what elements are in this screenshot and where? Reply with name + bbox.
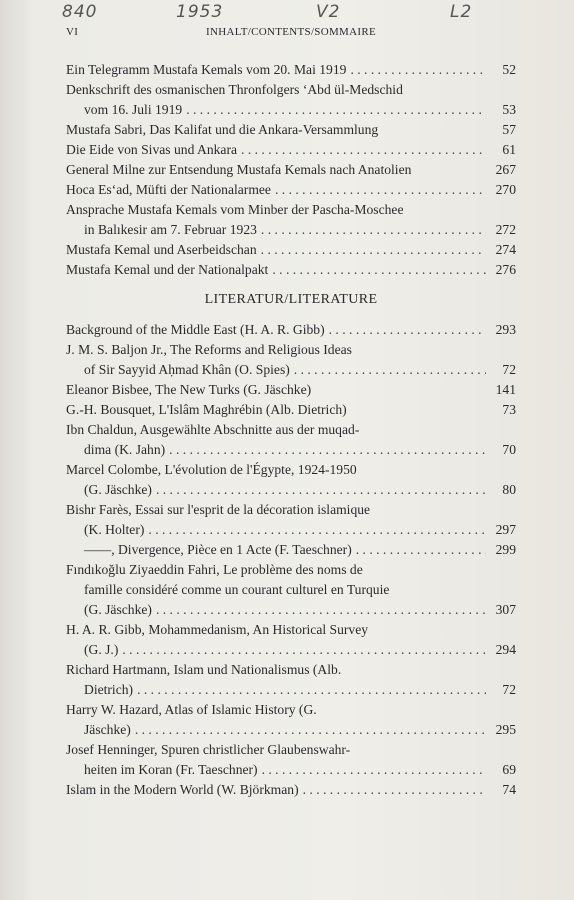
page-ref: 294 [495,642,516,657]
literature-entry-cont: (G. Jäschke) . . . 307 [66,600,516,620]
literature-entry: Bishr Farès, Essai sur l'esprit de la décoration islamique [66,502,371,517]
page-ref: 267 [495,162,516,177]
literature-entry: Ibn Chaldun, Ausgewählte Abschnitte aus der muqad- [66,422,360,437]
running-header [66,26,516,40]
literature-entry: G.-H. Bousquet, L'Islâm Maghrébin (Alb. Dietrich) 73 [66,400,516,420]
page-ref: 61 [502,142,516,157]
page-ref: 297 [495,522,516,537]
literature-entry-cont: Jäschke) . . . 295 [66,720,516,740]
page-ref: 299 [495,542,516,557]
literature-entry-cont: dima (K. Jahn) . . . 70 [66,440,516,460]
literature-entry: Richard Hartmann, Islam und Nationalismus (Alb. [66,662,342,677]
contents-entry: Ein Telegramm Mustafa Kemals vom 20. Mai 1919 . . . 52 [66,60,516,80]
literature-heading: LITERATUR/LITERATURE [204,292,378,307]
literature-list [66,320,516,800]
contents-entry: Die Eide von Sivas und Ankara . . . 61 [66,140,516,160]
handwritten-note-4: L2 [450,2,473,22]
literature-entry: Eleanor Bisbee, The New Turks (G. Jäschke) 141 [66,380,516,400]
literature-entry-cont: heiten im Koran (Fr. Taeschner) . . . 69 [66,760,516,780]
page-ref: 52 [502,62,516,77]
contents-entry: Mustafa Sabri, Das Kalifat und die Ankara-Versammlung 57 [66,120,516,140]
contents-entry: General Milne zur Entsendung Mustafa Kemals nach Anatolien 267 [66,160,516,180]
literature-entry: Fındıkoğlu Ziyaeddin Fahri, Le problème des noms de [66,562,363,577]
literature-entry: Josef Henninger, Spuren christlicher Glaubenswahr- [66,742,351,757]
literature-entry-cont: (G. Jäschke) . . . 80 [66,480,516,500]
literature-entry-cont: (K. Holter) . . . 297 [66,520,516,540]
handwritten-note-3: V2 [316,2,341,22]
literature-entry-cont: famille considéré comme un courant culturel en Turquie [84,582,390,597]
page-ref: 272 [495,222,516,237]
literature-entry-cont: Dietrich) . . . 72 [66,680,516,700]
page-ref: 293 [495,322,516,337]
page-ref: 80 [502,482,516,497]
literature-entry: Islam in the Modern World (W. Björkman) . . . 74 [66,780,516,800]
page-ref: 307 [495,602,516,617]
page-ref: 270 [495,182,516,197]
contents-entry: Mustafa Kemal und der Nationalpakt . . . 276 [66,260,516,280]
page-ref: 53 [502,102,516,117]
literature-entry: ——, Divergence, Pièce en 1 Acte (F. Taeschner) . . . 299 [66,540,516,560]
contents-entry-cont: in Balıkesir am 7. Februar 1923 . . . 272 [66,220,516,240]
contents-entry: Hoca Es‘ad, Müfti der Nationalarmee . . . 270 [66,180,516,200]
contents-list [66,60,516,280]
page-ref: 72 [502,682,516,697]
page-ref: 73 [502,402,516,417]
literature-entry-cont: of Sir Sayyid Aḥmad Khân (O. Spies) . . . 72 [66,360,516,380]
page-ref: 69 [502,762,516,777]
page-ref: 72 [502,362,516,377]
literature-entry: Marcel Colombe, L'évolution de l'Égypte, 1924-1950 [66,462,357,477]
page-ref: 70 [502,442,516,457]
handwritten-note-1: 840 [62,2,98,22]
page-number: VI [66,26,79,38]
contents-entry: Ansprache Mustafa Kemals vom Minber der Pascha-Moschee [66,202,404,217]
page-ref: 74 [502,782,516,797]
header-title: INHALT/CONTENTS/SOMMAIRE [206,26,376,38]
page-ref: 141 [495,382,516,397]
contents-entry: Mustafa Kemal und Aserbeidschan . . . 274 [66,240,516,260]
literature-entry: J. M. S. Baljon Jr., The Reforms and Religious Ideas [66,342,352,357]
literature-entry-cont: (G. J.) . . . 294 [66,640,516,660]
contents-entry-cont: vom 16. Juli 1919 . . . 53 [66,100,516,120]
page-ref: 295 [495,722,516,737]
page-ref: 274 [495,242,516,257]
contents-entry: Denkschrift des osmanischen Thronfolgers ‘Abd ül-Medschid [66,82,403,97]
literature-entry: H. A. R. Gibb, Mohammedanism, An Historical Survey [66,622,369,637]
handwritten-note-2: 1953 [176,2,224,22]
page-ref: 276 [495,262,516,277]
literature-entry: Background of the Middle East (H. A. R. Gibb) . . . 293 [66,320,516,340]
page-ref: 57 [502,122,516,137]
literature-entry: Harry W. Hazard, Atlas of Islamic History (G. [66,702,317,717]
